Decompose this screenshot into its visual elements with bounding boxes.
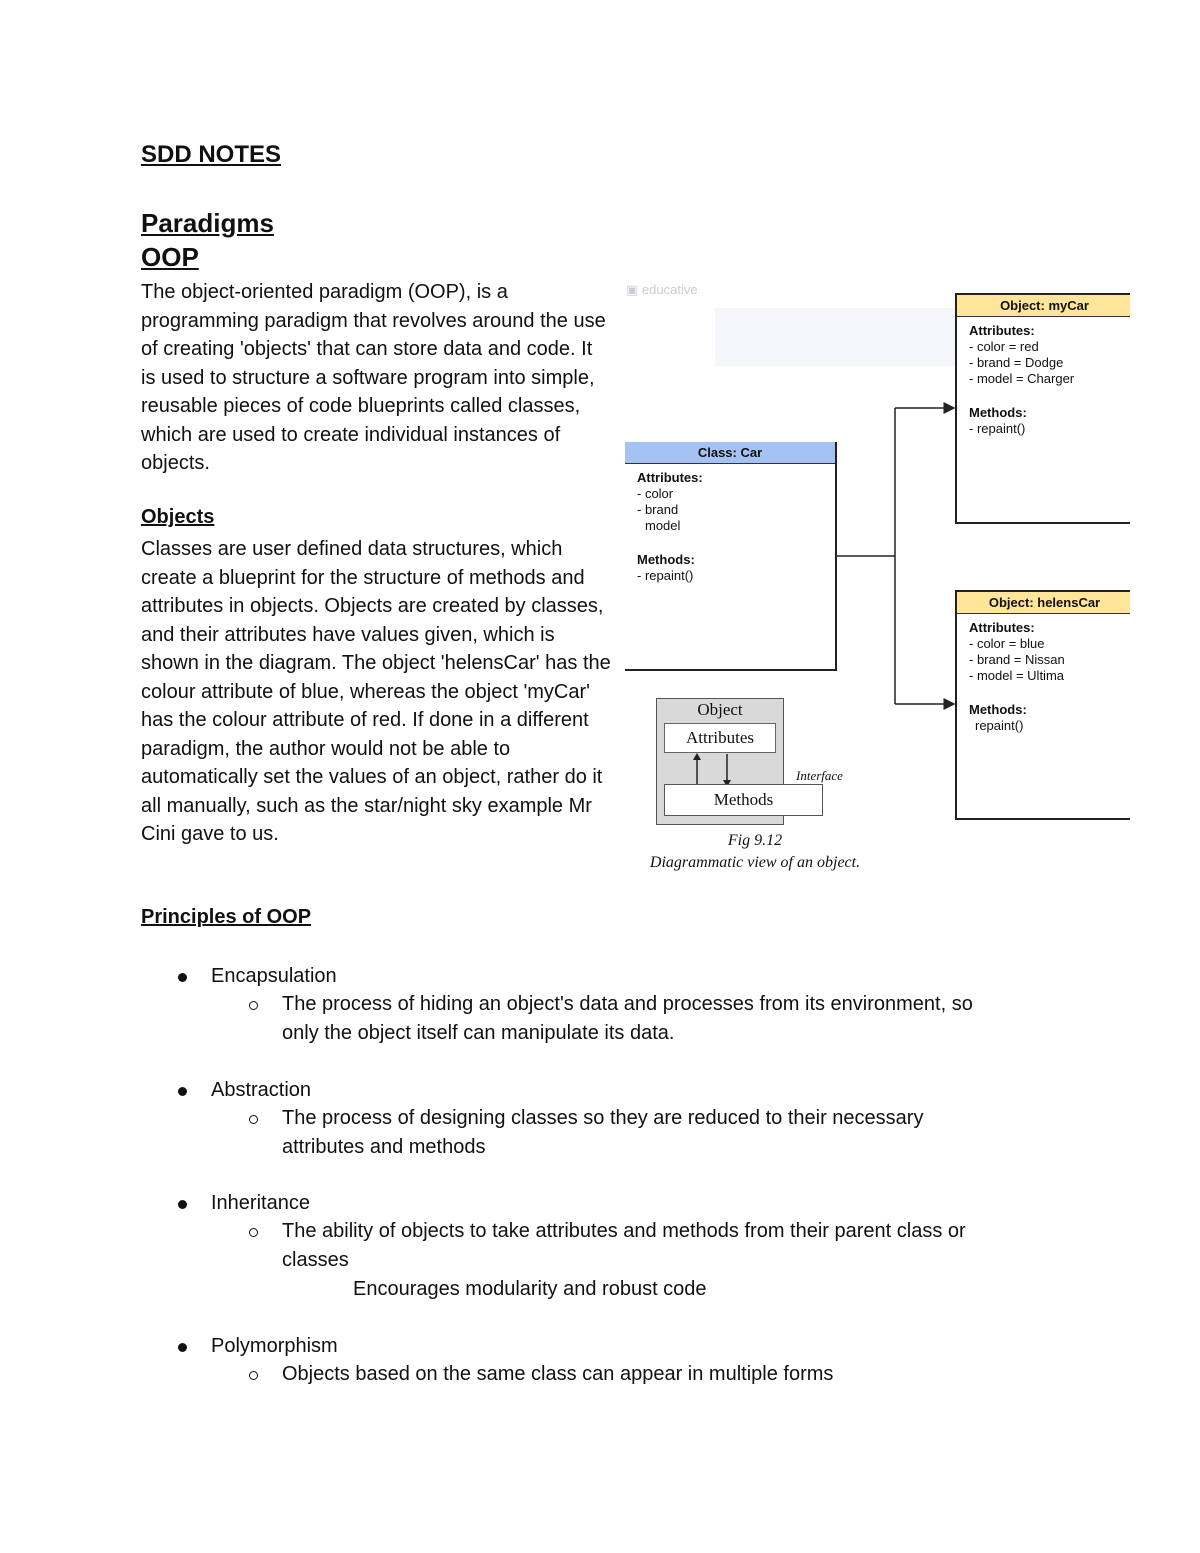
mycar-attribute: - brand = Dodge <box>969 355 1064 370</box>
class-car-title: Class: Car <box>625 442 835 464</box>
bullet-icon <box>178 1200 187 1209</box>
helenscar-attribute: - brand = Nissan <box>969 652 1065 667</box>
mycar-attributes-label: Attributes: <box>969 323 1035 338</box>
principle-desc: Objects based on the same class can appear in multiple forms <box>282 1363 834 1385</box>
object-mycar-box <box>955 293 1130 524</box>
principle-desc: The ability of objects to take attributes and methods from their parent class or <box>282 1220 966 1242</box>
mycar-attribute: - model = Charger <box>969 371 1075 386</box>
figure-object-label: Object <box>697 700 743 719</box>
bullet-icon <box>178 1343 187 1352</box>
principle-name: Encapsulation <box>211 965 337 987</box>
sub-bullet-icon <box>249 1371 258 1380</box>
class-attribute: model <box>645 518 681 533</box>
principle-desc: classes <box>282 1249 349 1271</box>
object-helenscar-box <box>955 590 1130 820</box>
principle-desc: The process of designing classes so they are reduced to their necessary <box>282 1107 924 1129</box>
helenscar-attribute: - model = Ultima <box>969 668 1064 683</box>
page-title: SDD NOTES <box>141 141 282 168</box>
heading-oop: OOP <box>141 242 199 272</box>
class-methods-label: Methods: <box>637 552 695 567</box>
helenscar-title: Object: helensCar <box>957 590 1130 614</box>
class-attribute: - color <box>637 486 674 501</box>
class-car-box <box>625 442 837 671</box>
sub-bullet-icon <box>249 1228 258 1237</box>
mycar-methods-label: Methods: <box>969 405 1027 420</box>
bullet-icon <box>178 973 187 982</box>
principle-note: Encourages modularity and robust code <box>353 1278 707 1300</box>
heading-principles: Principles of OOP <box>141 906 312 928</box>
object-figure <box>625 698 925 878</box>
helenscar-methods-label: Methods: <box>969 702 1027 717</box>
sub-bullet-icon <box>249 1115 258 1124</box>
principle-desc: only the object itself can manipulate its data. <box>282 1022 675 1044</box>
figure-arrows <box>685 752 735 788</box>
figure-interface-label: Interface <box>796 768 843 783</box>
mycar-method: - repaint() <box>969 421 1026 436</box>
heading-paradigms: Paradigms <box>141 208 274 238</box>
principle-name: Inheritance <box>211 1192 310 1214</box>
objects-paragraph: Classes are user defined data structures, which create a blueprint for the structure of methods and attributes in objects. Objects are created by classes, and their attributes have values given, which is shown in the diagram. The object 'helensCar' has the colour attribute of blue, whereas the object 'myCar' has the colour attribute of red. If done in a different paradigm, the author would not be able to automatically set the values of an object, rather do it all manually, such as the star/night sky example Mr Cini gave to us. <box>141 538 611 845</box>
principle-name: Polymorphism <box>211 1335 338 1357</box>
oop-intro-paragraph: The object-oriented paradigm (OOP), is a programming paradigm that revolves around the use of creating 'objects' that can store data and code. It is used to structure a software program into simple, reusable pieces of code blueprints called classes, which are used to create individual instances of objects. <box>141 281 606 474</box>
figure-caption-number: Fig 9.12 <box>727 832 783 849</box>
principle-desc: The process of hiding an object's data and processes from its environment, so <box>282 993 973 1015</box>
mycar-attribute: - color = red <box>969 339 1039 354</box>
principle-name: Abstraction <box>211 1079 312 1101</box>
educative-logo: ▣ educative <box>626 282 698 297</box>
educative-logo-icon: ▣ <box>626 282 642 297</box>
arrow-up-head <box>693 753 701 760</box>
heading-objects: Objects <box>141 506 215 528</box>
figure-caption-text: Diagrammatic view of an object. <box>649 854 861 871</box>
figure-attributes-box: Attributes <box>664 723 776 753</box>
class-attributes-label: Attributes: <box>637 470 703 485</box>
class-attribute: - brand <box>637 502 679 517</box>
sub-bullet-icon <box>249 1001 258 1010</box>
mycar-title: Object: myCar <box>957 293 1130 317</box>
bullet-icon <box>178 1087 187 1096</box>
helenscar-attribute: - color = blue <box>969 636 1045 651</box>
class-method: - repaint() <box>637 568 694 583</box>
figure-methods-box: Methods <box>664 784 823 816</box>
helenscar-attributes-label: Attributes: <box>969 620 1035 635</box>
helenscar-method: repaint() <box>975 718 1024 733</box>
principle-desc: attributes and methods <box>282 1136 486 1158</box>
